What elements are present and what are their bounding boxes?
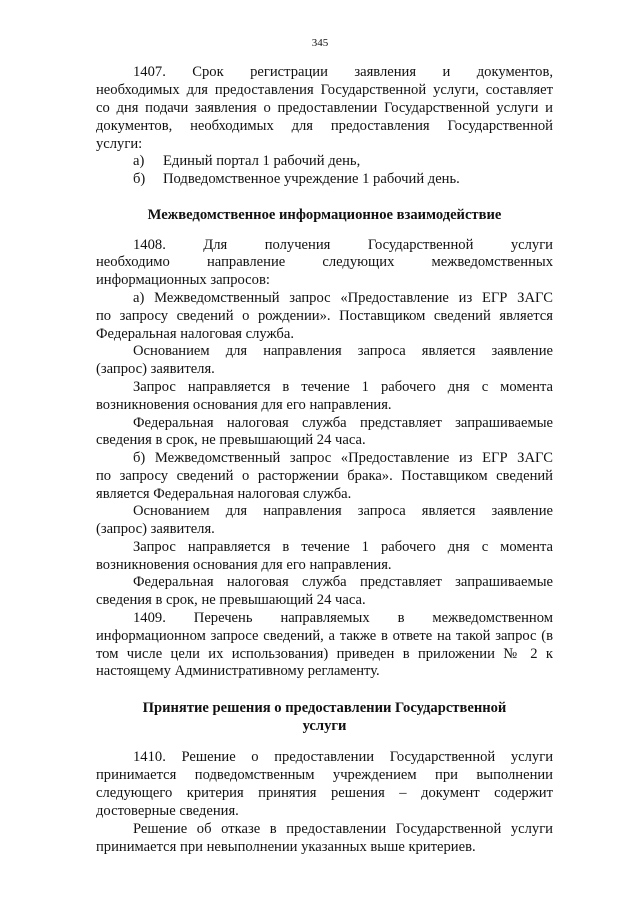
paragraph-1407-line: документов, необходимых для предоставления Государственной xyxy=(96,118,553,134)
paragraph-1410-line: следующего критерия принятия решения – документ содержит xyxy=(96,785,553,801)
paragraph-1408-line: сведения в срок, не превышающий 24 часа. xyxy=(96,432,366,448)
list-marker: а) xyxy=(133,153,145,169)
paragraph-1408-line: по запросу сведений о рождении». Поставщиком сведений является xyxy=(96,308,553,324)
paragraph-1407-line: 1407. Срок регистрации заявления и документов, xyxy=(133,64,553,80)
paragraph-1408-line: Федеральная налоговая служба. xyxy=(96,326,294,342)
list-item-text: Единый портал 1 рабочий день, xyxy=(163,153,361,169)
paragraph-1408-line: сведения в срок, не превышающий 24 часа. xyxy=(96,592,366,608)
paragraph-1409-line: информационном запросе сведений, а также в ответе на такой запрос (в xyxy=(96,628,553,644)
paragraph-1408-line: возникновения основания для его направления. xyxy=(96,557,392,573)
paragraph-1407-line: необходимых для предоставления Государственной услуги, составляет xyxy=(96,82,553,98)
paragraph-1409-line: настоящему Административному регламенту. xyxy=(96,663,380,679)
paragraph-1408-line: информационных запросов: xyxy=(96,272,270,288)
paragraph-1408-line: б) Межведомственный запрос «Предоставление из ЕГР ЗАГС xyxy=(133,450,553,466)
paragraph-1409-line: 1409. Перечень направляемых в межведомственном xyxy=(133,610,553,626)
paragraph-1407-line: со дня подачи заявления о предоставлении Государственной услуги и xyxy=(96,100,553,116)
paragraph-1408-line: Федеральная налоговая служба представляет запрашиваемые xyxy=(133,415,553,431)
paragraph-1408-line: Запрос направляется в течение 1 рабочего дня с момента xyxy=(133,379,553,395)
paragraph-1408-line: а) Межведомственный запрос «Предоставление из ЕГР ЗАГС xyxy=(133,290,553,306)
paragraph-1410-line: Решение об отказе в предоставлении Государственной услуги xyxy=(133,821,553,837)
paragraph-1408-line: (запрос) заявителя. xyxy=(96,361,215,377)
section-heading: Принятие решения о предоставлении Государственной xyxy=(142,700,507,716)
paragraph-1410-line: достоверные сведения. xyxy=(96,803,239,819)
list-item-text: Подведомственное учреждение 1 рабочий день. xyxy=(163,171,460,187)
paragraph-1410-line: принимается подведомственным учреждением при выполнении xyxy=(96,767,553,783)
paragraph-1408-line: возникновения основания для его направления. xyxy=(96,397,392,413)
page-number: 345 xyxy=(311,37,329,49)
paragraph-1408-line: необходимо направление следующих межведомственных xyxy=(96,254,553,270)
paragraph-1408-line: Основанием для направления запроса является заявление xyxy=(133,503,553,519)
paragraph-1410-line: принимается при невыполнении указанных выше критериев. xyxy=(96,839,476,855)
paragraph-1408-line: по запросу сведений о расторжении брака». Поставщиком сведений xyxy=(96,468,553,484)
section-heading: услуги xyxy=(302,718,347,734)
paragraph-1410-line: 1410. Решение о предоставлении Государственной услуги xyxy=(133,749,553,765)
paragraph-1408-line: является Федеральная налоговая служба. xyxy=(96,486,352,502)
paragraph-1408-line: (запрос) заявителя. xyxy=(96,521,215,537)
section-heading: Межведомственное информационное взаимодействие xyxy=(147,207,502,223)
paragraph-1408-line: Основанием для направления запроса является заявление xyxy=(133,343,553,359)
paragraph-1408-line: 1408. Для получения Государственной услуги xyxy=(133,237,553,253)
paragraph-1409-line: том числе цели их использования) приведен в приложении № 2 к xyxy=(96,646,553,662)
paragraph-1407-line: услуги: xyxy=(96,136,143,152)
list-marker: б) xyxy=(133,171,146,187)
paragraph-1408-line: Федеральная налоговая служба представляет запрашиваемые xyxy=(133,574,553,590)
paragraph-1408-line: Запрос направляется в течение 1 рабочего дня с момента xyxy=(133,539,553,555)
